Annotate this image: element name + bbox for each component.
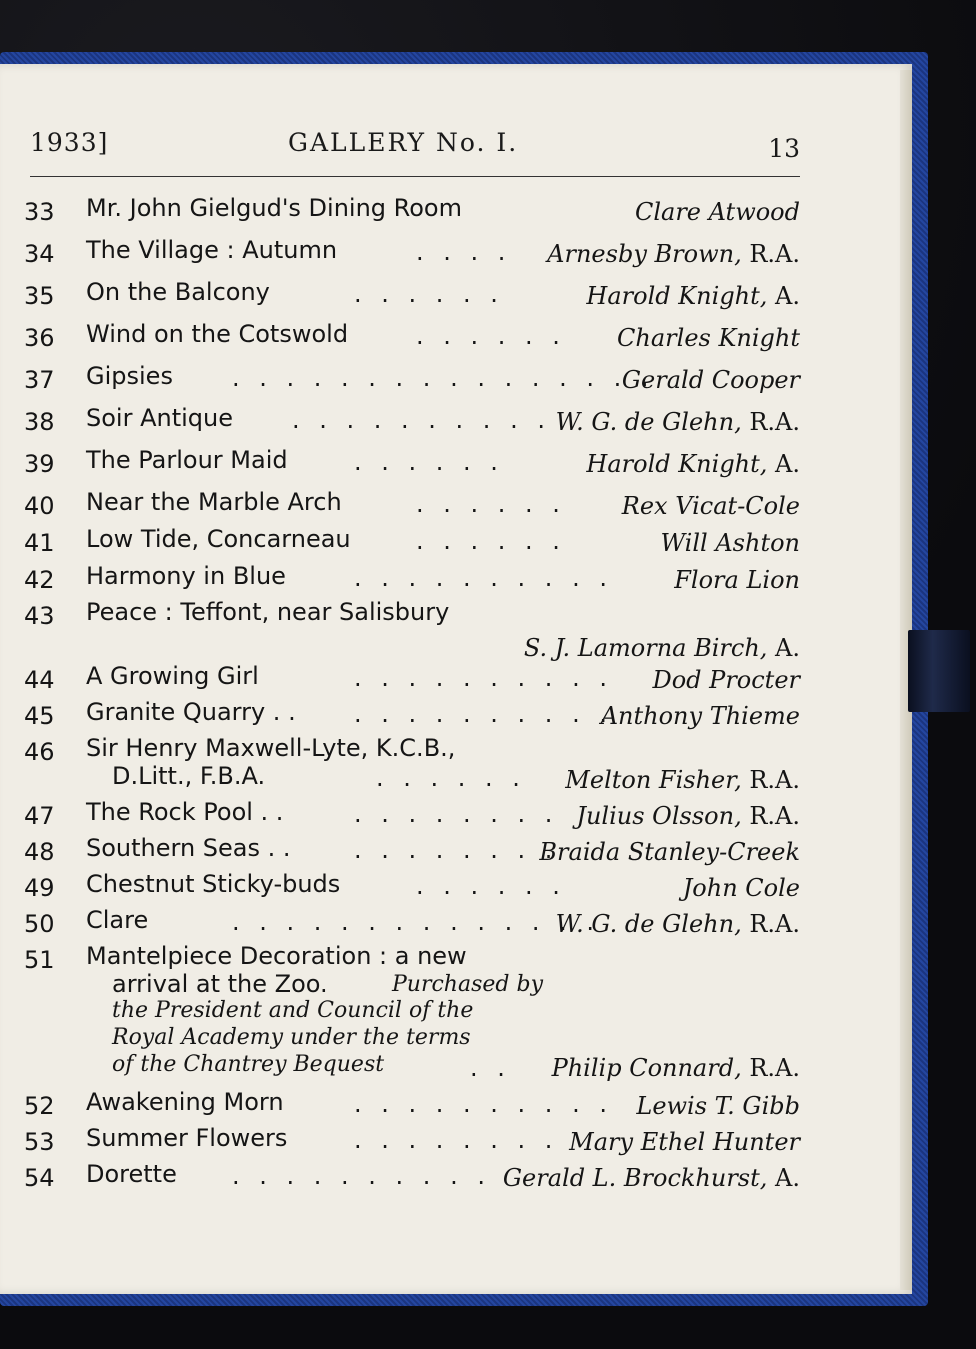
entry-number: 45: [24, 702, 55, 730]
entry-artist: Harold Knight, A.: [586, 282, 800, 310]
entry-artist: S. J. Lamorna Birch, A.: [523, 634, 800, 662]
entry-title: A Growing Girl: [86, 662, 259, 690]
entry-artist: Gerald Cooper: [621, 366, 800, 394]
entry-artist: Braida Stanley-Creek: [539, 838, 800, 866]
entry-title: The Rock Pool . .: [86, 798, 284, 826]
entry-title: Mr. John Gielgud's Dining Room: [86, 194, 462, 222]
leader-dots: . . . . . . . . . .: [354, 1090, 613, 1118]
entry-note: the President and Council of the: [112, 998, 474, 1023]
entry-title: Chestnut Sticky-buds: [86, 870, 341, 898]
entry-title: Wind on the Cotswold: [86, 320, 349, 348]
entry-title: Near the Marble Arch: [86, 488, 342, 516]
entry-artist: Harold Knight, A.: [586, 450, 800, 478]
leader-dots: . . . . . . . . . .: [292, 406, 551, 434]
entry-artist: Charles Knight: [617, 324, 800, 352]
entry-number: 36: [24, 324, 55, 352]
entry-artist: Melton Fisher, R.A.: [565, 766, 800, 794]
entry-number: 38: [24, 408, 55, 436]
leader-dots: . . . . . .: [416, 527, 566, 555]
entry-title: Mantelpiece Decoration : a new: [86, 942, 467, 970]
entry-number: 33: [24, 198, 55, 226]
leader-dots: . . . . . .: [416, 322, 566, 350]
entry-number: 40: [24, 492, 55, 520]
bookmark-ribbon: [908, 630, 970, 712]
entry-note: of the Chantrey Bequest: [112, 1052, 385, 1077]
entry-title: Gipsies: [86, 362, 173, 390]
entry-artist: Philip Connard, R.A.: [551, 1054, 800, 1082]
entry-title: Southern Seas . .: [86, 834, 291, 862]
entry-title: On the Balcony: [86, 278, 270, 306]
leader-dots: . . . . . . . .: [354, 800, 559, 828]
leader-dots: . . . . . . . .: [354, 1126, 559, 1154]
page-number: 13: [768, 134, 800, 163]
entry-title-continuation: arrival at the Zoo.: [112, 970, 328, 998]
entry-number: 44: [24, 666, 55, 694]
leader-dots: . . . . . .: [416, 490, 566, 518]
entry-artist: Gerald L. Brockhurst, A.: [502, 1164, 800, 1192]
entry-artist: Clare Atwood: [634, 198, 800, 226]
entry-number: 34: [24, 240, 55, 268]
entry-artist: Dod Procter: [652, 666, 800, 694]
entry-title: The Parlour Maid: [86, 446, 288, 474]
leader-dots: . . . . . .: [354, 280, 504, 308]
entry-number: 49: [24, 874, 55, 902]
leader-dots: . . . . . .: [416, 872, 566, 900]
entry-title: Dorette: [86, 1160, 177, 1188]
header-year: 1933]: [30, 128, 109, 157]
entry-artist: Flora Lion: [674, 566, 800, 594]
entry-number: 51: [24, 946, 55, 974]
entry-title: Clare: [86, 906, 149, 934]
leader-dots: . . . .: [416, 238, 512, 266]
entry-number: 41: [24, 529, 55, 557]
entry-artist: Anthony Thieme: [600, 702, 800, 730]
leader-dots: . . . . . .: [354, 448, 504, 476]
entry-artist: W. G. de Glehn, R.A.: [555, 408, 800, 436]
entry-number: 43: [24, 602, 55, 630]
entry-title: Soir Antique: [86, 404, 233, 432]
entry-artist: Arnesby Brown, R.A.: [547, 240, 800, 268]
entry-number: 50: [24, 910, 55, 938]
leader-dots: . .: [470, 1054, 511, 1082]
entry-number: 53: [24, 1128, 55, 1156]
entry-artist: John Cole: [682, 874, 800, 902]
entry-number: 37: [24, 366, 55, 394]
entry-title: Awakening Morn: [86, 1088, 284, 1116]
entry-artist: Mary Ethel Hunter: [569, 1128, 800, 1156]
leader-dots: . . . . . .: [376, 764, 526, 792]
leader-dots: . . . . . . . . . . . . . .: [232, 908, 600, 936]
entry-title: Low Tide, Concarneau: [86, 525, 351, 553]
entry-number: 48: [24, 838, 55, 866]
entry-note: Royal Academy under the terms: [112, 1025, 471, 1050]
entry-title: The Village : Autumn: [86, 236, 338, 264]
leader-dots: . . . . . . . .: [354, 836, 559, 864]
entry-number: 54: [24, 1164, 55, 1192]
entry-title-continuation: D.Litt., F.B.A.: [112, 762, 266, 790]
page-header: [30, 128, 800, 177]
entry-number: 46: [24, 738, 55, 766]
entry-title: Granite Quarry . .: [86, 698, 296, 726]
entry-number: 52: [24, 1092, 55, 1120]
entry-title: Summer Flowers: [86, 1124, 288, 1152]
leader-dots: . . . . . . . . . .: [354, 664, 613, 692]
header-title: GALLERY No. I.: [288, 128, 519, 157]
leader-dots: . . . . . . . . . . . . . . . .: [232, 364, 655, 392]
entry-number: 47: [24, 802, 55, 830]
entry-number: 42: [24, 566, 55, 594]
leader-dots: . . . . . . . . . .: [354, 564, 613, 592]
leader-dots: . . . . . . . . . .: [354, 700, 613, 728]
entry-artist: Lewis T. Gibb: [636, 1092, 800, 1120]
entry-note: Purchased by: [392, 972, 543, 997]
entry-artist: W. G. de Glehn, R.A.: [555, 910, 800, 938]
entry-number: 35: [24, 282, 55, 310]
entry-artist: Julius Olsson, R.A.: [576, 802, 800, 830]
entry-title: Harmony in Blue: [86, 562, 286, 590]
leader-dots: . . . . . . . . . .: [232, 1162, 491, 1190]
entry-number: 39: [24, 450, 55, 478]
entry-artist: Rex Vicat-Cole: [621, 492, 800, 520]
entry-title: Peace : Teffont, near Salisbury: [86, 598, 450, 626]
entry-title: Sir Henry Maxwell-Lyte, K.C.B.,: [86, 734, 456, 762]
entry-artist: Will Ashton: [660, 529, 800, 557]
